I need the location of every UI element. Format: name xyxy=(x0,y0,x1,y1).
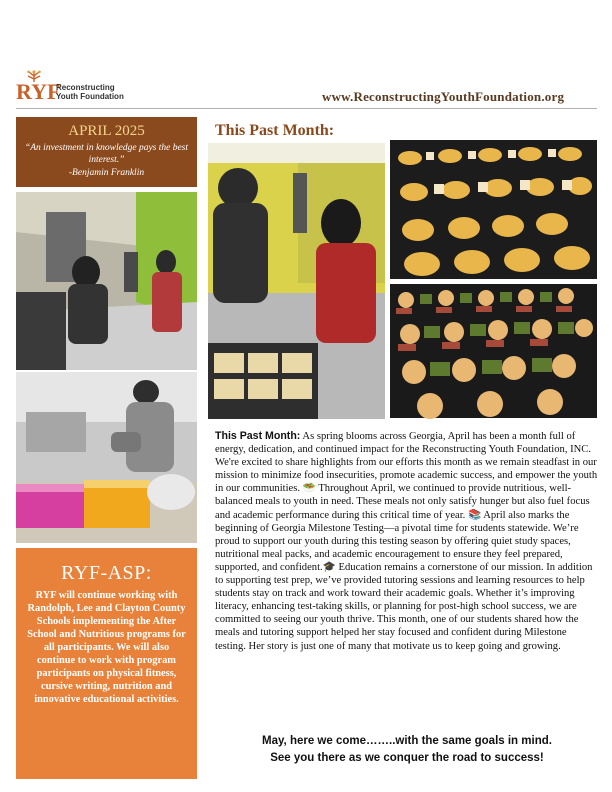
logo-wordmark xyxy=(56,83,124,101)
logo-initials: RYF xyxy=(16,79,61,104)
closing-line-1: May, here we come……..with the same goals in mind. xyxy=(262,735,552,747)
asp-title: RYF-ASP: xyxy=(61,562,152,584)
photo-students-meals xyxy=(208,143,385,419)
logo-line-2: Youth Foundation xyxy=(56,92,124,101)
photo-meal-trays-1 xyxy=(390,140,597,279)
header-divider xyxy=(16,108,597,109)
quote-text: “An investment in knowledge pays the best interest.” xyxy=(24,143,189,165)
photo-hallway-students xyxy=(16,192,197,370)
asp-box xyxy=(16,548,197,779)
photo-snack-table xyxy=(16,372,197,543)
quote-box xyxy=(16,117,197,187)
article-lead: This Past Month: xyxy=(215,430,301,442)
issue-month: APRIL 2025 xyxy=(68,123,145,139)
section-title: This Past Month: xyxy=(215,122,335,139)
closing-line-2: See you there as we conquer the road to success! xyxy=(270,752,544,764)
asp-body: RYF will continue working with Randolph, Lee and Clayton County Schools implementing the After School and Nutritious programs for all participants. We will also continue to work with program participants on physical fitness, cursive writing, nutrition and innovative educational activities. xyxy=(27,590,186,705)
quote-author: -Benjamin Franklin xyxy=(68,168,145,178)
article-text: As spring blooms across Georgia, April has been a month full of energy, dedication, and continued impact for the Reconstructing Youth Foundation, INC. We're excited to share highlights from our efforts this month as we remain steadfast in our mission to minimize food insecurities, promote academic success, and empower the youth in our communities. 🥗 Throughout April, we continued to provide nutritious, well-balanced meals to youth in need. These meals not only satisfy hunger but also fuel focus and academic performance during this critical time of year. 📚 April also marks the beginning of Georgia Milestone Testing—a pivotal time for students statewide. We’re proud to support our youth during this testing season by offering quiet study spaces, nutritional meal packs, and academic encouragement to ensure they feel prepared, supported, and confident.🎓 Education remains a cornerstone of our mission. In addition to supporting test prep, we’ve provided tutoring sessions and learning resources to help students stay on track and work toward their academic goals. Whether it’s improving literacy, enhancing test-taking skills, or planning for post-high school success, we are committed to seeing our youth thrive. This month, one of our students shared how the meals and tutoring support helped her stay focused and confident during Milestone testing. Her story is just one of many that motivate us to keep going and growing. xyxy=(215,431,598,652)
article-body xyxy=(215,430,599,653)
website-link[interactable]: www.ReconstructingYouthFoundation.org xyxy=(322,89,565,104)
photo-meal-trays-2 xyxy=(390,284,597,418)
ryf-logo-icon xyxy=(16,70,61,104)
logo-line-1: Reconstructing xyxy=(56,83,115,92)
closing-message xyxy=(215,733,599,767)
